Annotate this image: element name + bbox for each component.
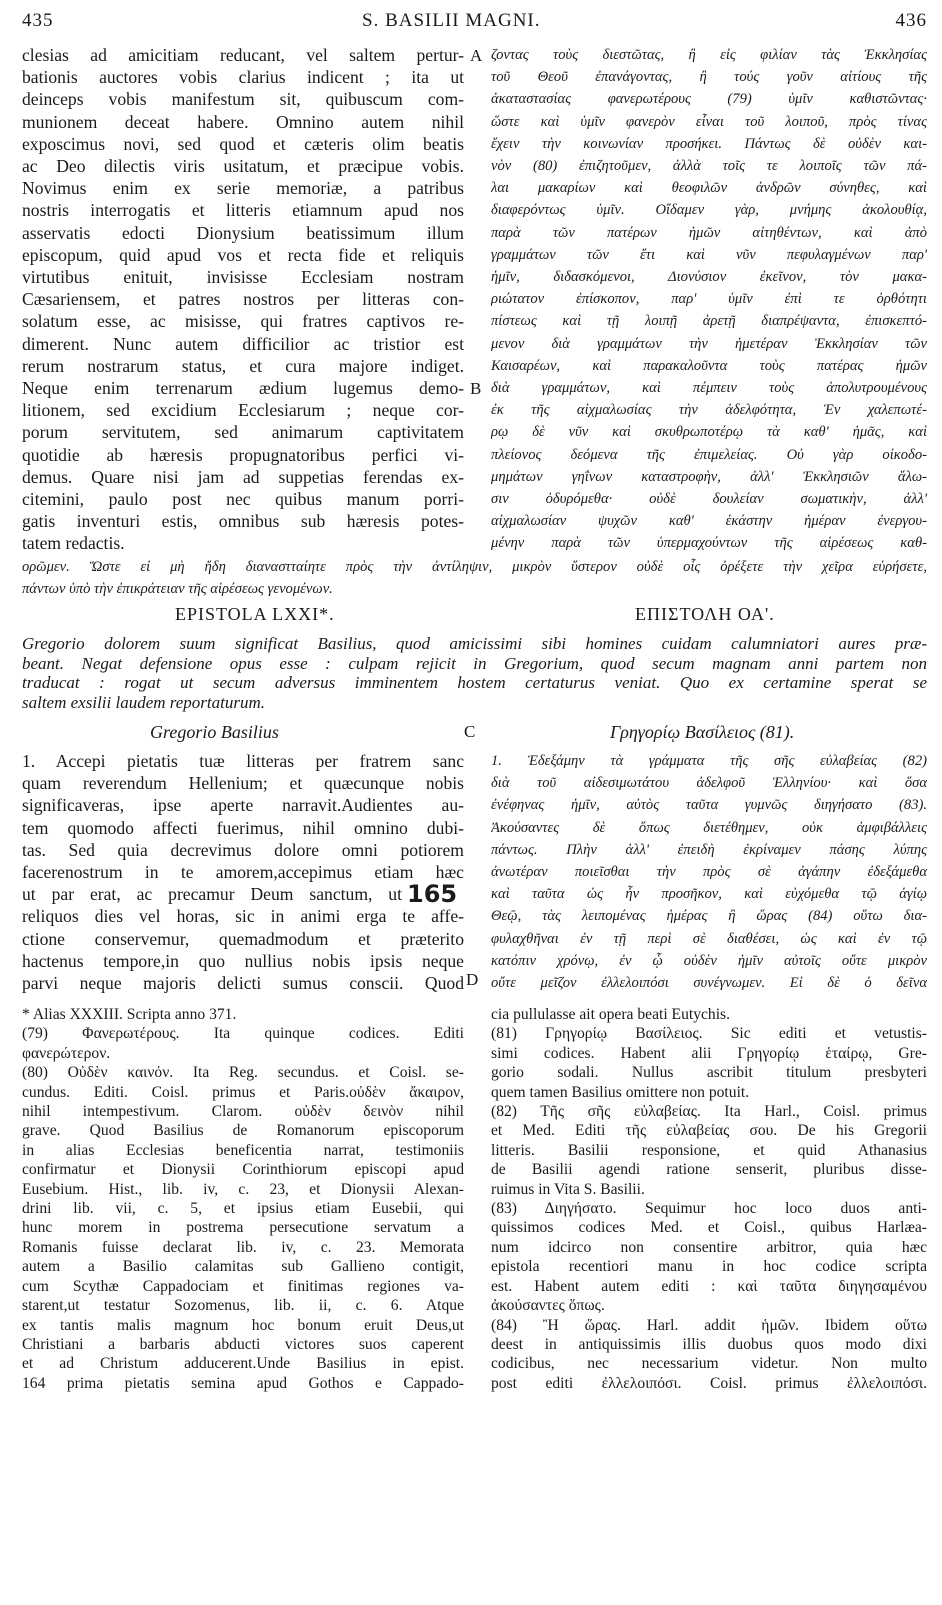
footnote-line: 164 prima pietatis semina apud Gothos e Cappado- bbox=[22, 1374, 464, 1392]
margin-letter-a: A bbox=[470, 46, 483, 65]
greek-line: παρὰ τῶν πατέρων ἡμῶν αἰτηθέντων, καὶ ἀπὸ bbox=[491, 224, 927, 241]
epistle-title-greek: ΕΠΙΣΤΟΛΗ ΟΑ'. bbox=[635, 604, 775, 624]
latin-line: demus. Quare nisi jam ad suppetias ferendas ex- bbox=[22, 466, 464, 487]
greek-line: μένην παρὰ τῶν ὑπερμαχούντων τῆς αἱρέσεως καθ- bbox=[491, 535, 927, 552]
latin-line: quotidie ab hæresis propugnatoribus perfici vi- bbox=[22, 444, 464, 465]
latin-line: Novimus enim ex serie memoriæ, a patribus bbox=[22, 178, 464, 199]
argument-line: saltem exsilii laudem reportaturum. bbox=[22, 692, 266, 712]
latin-line: reliquos dies vel horas, sic in animi erga te affe- bbox=[22, 906, 464, 927]
greek-line: 1. Ἐδεξάμην τὰ γράμματα τῆς σῆς εὐλαβείας (82) bbox=[491, 753, 927, 769]
footnote-line: starent,ut testatur Sozomenus, lib. ii, c. 6. Atque bbox=[22, 1297, 464, 1315]
page-number-left: 435 bbox=[22, 10, 54, 31]
greek-column-top bbox=[491, 44, 927, 555]
footnote-line: est. Habent autem editi : καὶ ταῦτα διηγησαμένου bbox=[491, 1277, 927, 1295]
footnote-line: (82) Τῆς σῆς εὐλαβείας. Ita Harl., Coisl. primus bbox=[491, 1103, 927, 1121]
latin-line: litionem, sed excidium Ecclesiarum ; neque cor- bbox=[22, 400, 464, 421]
greek-line: διὰ γραμμάτων, καὶ πέμπειν τοὺς ἀπολυτρουμένους bbox=[491, 380, 927, 397]
running-title: S. BASILII MAGNI. bbox=[362, 10, 541, 31]
latin-line: solatum esse, ac misisse, qui fratres captivos re- bbox=[22, 311, 464, 332]
greek-line: οὔτε μεῖζον ἐλλελοιπόσι συνέγνωμεν. Εἰ δὲ ὁ δεῖνα bbox=[491, 975, 927, 992]
latin-line: bationis auctores vobis clarius indicent ; ita ut bbox=[22, 67, 464, 88]
epistle-argument bbox=[22, 634, 927, 712]
latin-line: facerenostrum in te amorem,accepimus etiam hæc bbox=[22, 862, 464, 883]
latin-line: clesias ad amicitiam reducant, vel saltem pertur- bbox=[22, 45, 464, 65]
greek-continuation bbox=[22, 556, 927, 600]
latin-line: quam reverendum Hellenium; et quæcunque nobis bbox=[22, 773, 464, 794]
greek-line: ἀκαταστασίας φανερωτέρους (79) ὑμῖν καθιστῶντας· bbox=[491, 91, 927, 108]
greek-line: Καισαρέων, καὶ παρακαλοῦντα τοὺς πατέρας ἡμῶν bbox=[491, 357, 927, 374]
footnote-line: cum Scythæ Cappadociam et finitimas regiones va- bbox=[22, 1277, 464, 1295]
greek-line: πλείονος δεόμενα τῆς ἐπιμελείας. Οὐ γὰρ οἰκοδο- bbox=[491, 446, 927, 463]
footnote-line: confirmatur et Dionysii Corinthiorum episcopi apud bbox=[22, 1161, 464, 1179]
greek-line: νὸν (80) ἐπιζητοῦμεν, ἀλλὰ τοῖς τε λοιποῖς τῶν πά- bbox=[491, 158, 927, 175]
greek-line: Θεῷ, τὰς λειπομένας ἡμέρας ἢ ὥρας (84) οὕτω δια- bbox=[491, 908, 927, 925]
latin-line: exposcimus novi, sed quod et cæteris olim beatis bbox=[22, 133, 464, 154]
greek-line: κατόπιν χρόνῳ, ἐν ᾧ οὐδὲν ἡμῖν αὐτοῖς οὔτε μικρὸν bbox=[491, 952, 927, 969]
greek-line: πίστεως καὶ τῇ λοιπῇ ἀρετῇ διαπρέψαντα, ἐπισκεπτό- bbox=[491, 313, 927, 330]
margin-letter-c: C bbox=[464, 722, 476, 741]
footnote-line: post editi ἐλλελοιπόσι. Coisl. primus ἐλλελοιπόσι. bbox=[491, 1374, 927, 1392]
footnote-line: simi codices. Habent alii Γρηγορίῳ ἑταίρῳ, Gre- bbox=[491, 1044, 927, 1062]
footnote-line: num idcirco non consentire arbitror, quia hæc bbox=[491, 1238, 927, 1256]
latin-line: episcopum, quid apud vos et recta fide et reliquis bbox=[22, 244, 464, 265]
footnote-line: (84) Ἢ ὥρας. Harl. addit ἡμῶν. Ibidem οὕτω bbox=[491, 1316, 927, 1334]
greek-line: φυλαχθῆναι ἐν τῇ περὶ σὲ διαθέσει, ὡς καὶ ἐν τῷ bbox=[491, 930, 927, 947]
footnote-line: de Basilii agendi ratione senserit, pluribus disse- bbox=[491, 1161, 927, 1179]
column-number-marker: 165 bbox=[407, 880, 458, 908]
greek-line: μενον διὰ γραμμάτων τὴν ἡμετέραν Ἐκκλησίαν τῶν bbox=[491, 335, 927, 352]
latin-column-body bbox=[22, 750, 464, 994]
latin-line: citemini, paulo post nec quibus manum porri- bbox=[22, 489, 464, 510]
footnote-line: (83) Διηγήσατο. Sequimur hoc loco duos anti- bbox=[491, 1200, 927, 1218]
greek-line: τοῦ Θεοῦ ἐπανάγοντας, ἢ τούς γοῦν αἰτίους τῆς bbox=[491, 69, 927, 86]
latin-line: tem quomodo affecti fuerimus, nihil omnino dubi- bbox=[22, 817, 464, 838]
latin-line: tatem redactis. bbox=[22, 533, 125, 554]
footnote-line: hunc morem in postrema persecutione servatum a bbox=[22, 1219, 464, 1237]
footnotes-right bbox=[491, 1005, 927, 1393]
footnote-line: grave. Quod Basilius de Romanorum episcoporum bbox=[22, 1122, 464, 1140]
footnote-line: codicibus, nec necessarium videtur. Non multo bbox=[491, 1355, 927, 1373]
latin-column-top bbox=[22, 44, 464, 555]
footnote-line: (81) Γρηγορίῳ Βασίλειος. Sic editi et vetustis- bbox=[491, 1025, 927, 1043]
footnote-line: φανερώτερον. bbox=[22, 1044, 111, 1062]
greek-line: Ἀκούσαντες δὲ ὅπως διετέθημεν, οὐκ ἀμφιβάλλεις bbox=[491, 819, 927, 836]
footnotes-left bbox=[22, 1005, 464, 1393]
greek-line: ἐνέφηνας ἡμῖν, αὐτὸς ταῦτα γυμνῶς διηγήσατο (83). bbox=[491, 797, 927, 814]
footnote-line: epistola recentiori manu in hoc codice scripta bbox=[491, 1258, 927, 1276]
greek-line: ζοντας τοὺς διεστῶτας, ἢ εἰς φιλίαν τὰς Ἐκκλησίας bbox=[491, 47, 927, 63]
footnote-line: Eusebium. Hist., lib. iv, c. 23, et Dionysii Alexan- bbox=[22, 1180, 464, 1198]
footnote-line: Romanis fuisse declarat lib. iv, c. 23. Memorata bbox=[22, 1238, 464, 1256]
latin-line: gatis inventuri estis, omnibus sub hæresis potes- bbox=[22, 511, 464, 532]
latin-line: deinceps vobis manifestum sit, quibuscum com- bbox=[22, 89, 464, 110]
greek-line: λαι μακαρίων καὶ θεοφιλῶν ἀνδρῶν σύνηθες, καὶ bbox=[491, 180, 927, 197]
footnote-line: nihil intempestivum. Clarom. οὐδὲν δεινὸν nihil bbox=[22, 1103, 464, 1121]
greek-line: ἐκ τῆς αἰχμαλωσίας τὴν ἀδελφότητα, Ἐν χαλεπωτέ- bbox=[491, 402, 927, 419]
footnote-line: deest in antiquissimis illis duobus quos modo dixi bbox=[491, 1335, 927, 1353]
footnote-line: (80) Οὐδὲν καινόν. Ita Reg. secundus. et Coisl. se- bbox=[22, 1064, 464, 1082]
margin-letter-d: D bbox=[466, 970, 479, 989]
latin-line: dimerent. Nunc autem difficilior ac tristior est bbox=[22, 333, 464, 354]
latin-line: nostris interrogatis et litteris etiamnum apud nos bbox=[22, 200, 464, 221]
footnote-line: ex tantis malis magnum hoc bonum eruit Deus,ut bbox=[22, 1316, 464, 1334]
footnote-line: quissimos codices Med. et Coisl., quibus Harlæa- bbox=[491, 1219, 927, 1237]
footnote-line: cundus. Editi. Coisl. primus et Paris.οὐδὲν ἄκαιρον, bbox=[22, 1083, 464, 1101]
footnote-line: litteris. Basilii responsione, et quid Athanasius bbox=[491, 1141, 927, 1159]
latin-line: Cæsariensem, et patres nostros per litteras con- bbox=[22, 289, 464, 310]
footnote-line: Christiani a barbaris abducti victores suos caperent bbox=[22, 1335, 464, 1353]
greek-line: ριώτατον ἐπίσκοπον, παρ' ὑμῖν ἐπὶ τε ὀρθότητι bbox=[491, 291, 927, 308]
latin-line: porum servitutem, sed animarum captivitatem bbox=[22, 422, 464, 443]
greek-line: διαφερόντως ὑμῖν. Οἴδαμεν γὰρ, μνήμης ἀκολουθίᾳ, bbox=[491, 202, 927, 219]
greek-line: ἀνωτέραν ποιεῖσθαι τὴν πρὸς σὲ ἀγάπην ἐδεξάμεθα bbox=[491, 864, 927, 881]
latin-line: virtutibus enituit, invisisse Ecclesiam nostram bbox=[22, 267, 464, 288]
footnote-line: et Med. Editi τῆς εὐλαβείας σου. De his Gregorii bbox=[491, 1122, 927, 1140]
greek-line: καὶ ταῦτα ὡς ἦν προσῆκον, καὶ εὐχόμεθα τῷ ἁγίῳ bbox=[491, 886, 927, 903]
greek-line: αἰχμαλωσίαν ψυχῶν καθ' ἑκάστην ἡμέραν ἐνεργου- bbox=[491, 513, 927, 530]
greek-line: ορῶμεν. Ὥστε εἰ μὴ ἤδη διαναστταίητε πρὸς τὴν ἀντίληψιν, μικρὸν ὕστερον οὐδὲ οἷς ὀρέξετε τὴν χεῖρα εὑρήσετε, bbox=[22, 559, 927, 575]
page-number-right: 436 bbox=[895, 10, 927, 31]
latin-line: rerum nostrarum status, et cura majore indiget. bbox=[22, 355, 464, 376]
greek-line: διὰ τοῦ αἰδεσιμωτάτου ἀδελφοῦ Ἑλληνίου· καὶ ὅσα bbox=[491, 775, 927, 792]
latin-line: Neque enim terrenarum ædium lugemus demo- bbox=[22, 378, 464, 399]
greek-line: ἔχειν τὴν κοινωνίαν προσήκει. Πάντως δὲ οὐδὲν και- bbox=[491, 135, 927, 152]
margin-letter-b: B bbox=[470, 379, 482, 398]
greek-line: ρῳ δὲ νῦν καὶ σκυθρωποτέρῳ τὰ καθ' ἡμᾶς, καὶ bbox=[491, 424, 927, 441]
running-header bbox=[22, 10, 927, 38]
footnote-line: quem tamen Basilius omittere non potuit. bbox=[491, 1083, 750, 1101]
footnote-line: cia pullulasse ait opera beati Eutychis. bbox=[491, 1006, 731, 1023]
epistle-title-latin: EPISTOLA LXXI*. bbox=[175, 604, 335, 624]
footnote-line: gorio sodali. Nullus ascribit titulum presbyteri bbox=[491, 1064, 927, 1082]
salutation-greek: Γρηγορίῳ Βασίλειος (81). bbox=[610, 722, 795, 742]
latin-line: ut par erat, ac precamur Deum sanctum, ut bbox=[22, 884, 402, 905]
latin-line: hactenus tempore,in quo nullius nobis ipsis neque bbox=[22, 950, 464, 971]
footnote-line: drini lib. vii, c. 5, et ipsius etiam Eusebii, qui bbox=[22, 1200, 464, 1218]
greek-line: ὥστε καὶ ὑμῖν φανερὸν εἶναι τοῦ λοιποῦ, πρὸς τίνας bbox=[491, 113, 927, 130]
argument-line: traducat : rogat ut secum adversus imminentem hostem certaturus veniat. Quo ex certamine sperat se bbox=[22, 673, 927, 692]
salutation-latin: Gregorio Basilius bbox=[150, 722, 279, 742]
latin-line: ctione conservemur, quemadmodum et præterito bbox=[22, 928, 464, 949]
footnote-line: ruimus in Vita S. Basilii. bbox=[491, 1180, 645, 1198]
argument-line: Gregorio dolorem suum significat Basilius, quod amicissimi sibi homines cuidam calumniatori aures præ- bbox=[22, 634, 927, 653]
footnote-line: (79) Φανερωτέρους. Ita quinque codices. Editi bbox=[22, 1025, 464, 1043]
greek-line: σιν ὀδυρόμεθα· οὐδὲ δουλείαν σωματικὴν, ἀλλ' bbox=[491, 491, 927, 508]
latin-line: 1. Accepi pietatis tuæ litteras per fratrem sanc bbox=[22, 751, 464, 771]
greek-line: μημάτων γηΐνων καταστροφὴν, ἀλλ' Ἐκκλησιῶν ἅλω- bbox=[491, 468, 927, 485]
latin-line: munionem deceat habere. Omnino autem nihil bbox=[22, 111, 464, 132]
latin-line: parvi neque majoris delicti sumus conscii. Quod bbox=[22, 973, 464, 994]
latin-line: ac Deo dilectis viris usitatum, et præcipue vobis. bbox=[22, 156, 464, 177]
footnote-line: ἀκούσαντες ὅπως. bbox=[491, 1297, 605, 1315]
latin-line: asservatis edocti Dionysium beatissimum illum bbox=[22, 222, 464, 243]
greek-column-body bbox=[491, 750, 927, 994]
argument-line: beant. Negat defensione opus esse : culpam rejicit in Gregorium, quod secum magnam anni partem non bbox=[22, 653, 927, 673]
greek-line: πάντως. Πλὴν ἀλλ' ἐπειδὴ ἐκρίναμεν πάσης λύπης bbox=[491, 841, 927, 858]
footnote-line: in alias Ecclesias beneficentia narrat, testimoniis bbox=[22, 1141, 464, 1159]
latin-line: tas. Sed quia decrevimus dolore omni potiorem bbox=[22, 839, 464, 860]
footnote-line: autem a Basilio calamitas sub Gallieno contigit, bbox=[22, 1258, 464, 1276]
latin-line: significaveras, ipse aperte narravit.Audientes au- bbox=[22, 795, 464, 816]
greek-line: γραμμάτων τῶν ἔτι καὶ νῦν πεφυλαγμένων παρ' bbox=[491, 246, 927, 263]
greek-line: ἡμῖν, διδασκόμενοι, Διονύσιον ἐκεῖνον, τὸν μακα- bbox=[491, 269, 927, 286]
footnote-line: * Alias XXXIII. Scripta anno 371. bbox=[22, 1006, 237, 1023]
greek-line: πάντων ὑπὸ τὴν ἐπικράτειαν τῆς αἱρέσεως γενομένων. bbox=[22, 581, 333, 598]
footnote-line: et ad Christum adducerent.Unde Basilius in epist. bbox=[22, 1355, 464, 1373]
